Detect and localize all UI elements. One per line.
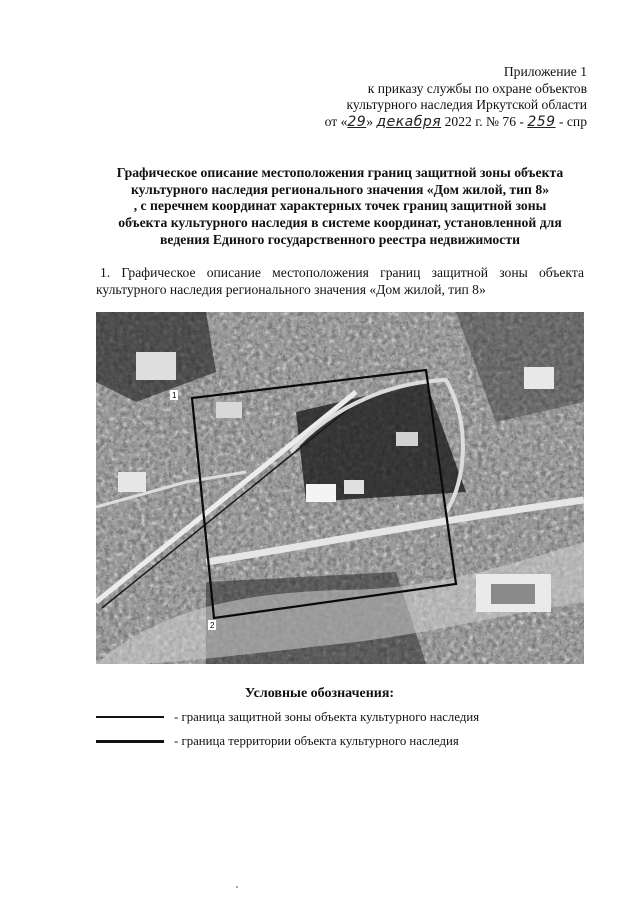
order-date-number: [325, 114, 587, 131]
title-line: ведения Единого государственного реестра недвижимости: [160, 231, 520, 247]
scan-artifact: [236, 886, 238, 888]
date-prefix: от «: [324, 113, 348, 129]
building: [524, 367, 554, 389]
legend-label: - граница территории объекта культурного наследия: [174, 734, 459, 748]
legend-line-thin: [96, 716, 164, 718]
aerial-map-image: [96, 312, 584, 664]
year-and-number: 2022 г. № 76 -: [444, 113, 524, 129]
title-line: объекта культурного наследия в системе координат, установленной для: [118, 215, 562, 231]
document-header: [325, 64, 587, 130]
legend-item-protection-zone: [96, 710, 576, 724]
building: [396, 432, 418, 446]
title-line: Графическое описание местоположения границ защитной зоны объекта: [116, 165, 564, 180]
legend-title: Условные обозначения:: [244, 686, 395, 701]
date-mid: »: [366, 113, 374, 129]
legend-line-thick: [96, 740, 164, 743]
handwritten-day: 29: [347, 113, 367, 130]
title-line: , с перечнем координат характерных точек границ защитной зоны: [133, 198, 547, 214]
order-suffix: - спр: [558, 113, 587, 129]
building: [344, 480, 364, 494]
point-1-label: 1: [172, 391, 177, 400]
document-title: [96, 165, 584, 249]
building: [306, 484, 336, 502]
legend-label: - граница защитной зоны объекта культурного наследия: [174, 710, 480, 724]
building: [136, 352, 176, 380]
point-2-label: 2: [210, 621, 215, 630]
legend-item-object-territory: [96, 734, 576, 748]
building: [491, 584, 535, 604]
handwritten-order-number: 259: [527, 113, 556, 130]
building: [118, 472, 146, 492]
title-line: культурного наследия регионального значения «Дом жилой, тип 8»: [130, 181, 550, 197]
appendix-label: Приложение 1: [503, 64, 587, 79]
handwritten-month: декабря: [376, 113, 442, 130]
section-1-heading: 1. Графическое описание местоположения границ защитной зоны объекта культурного наследия регионального значения «Дом жилой, тип 8»: [96, 265, 584, 297]
order-reference: к приказу службы по охране объектов: [367, 80, 587, 96]
organization-name: культурного наследия Иркутской области: [346, 97, 587, 112]
building: [216, 402, 242, 418]
